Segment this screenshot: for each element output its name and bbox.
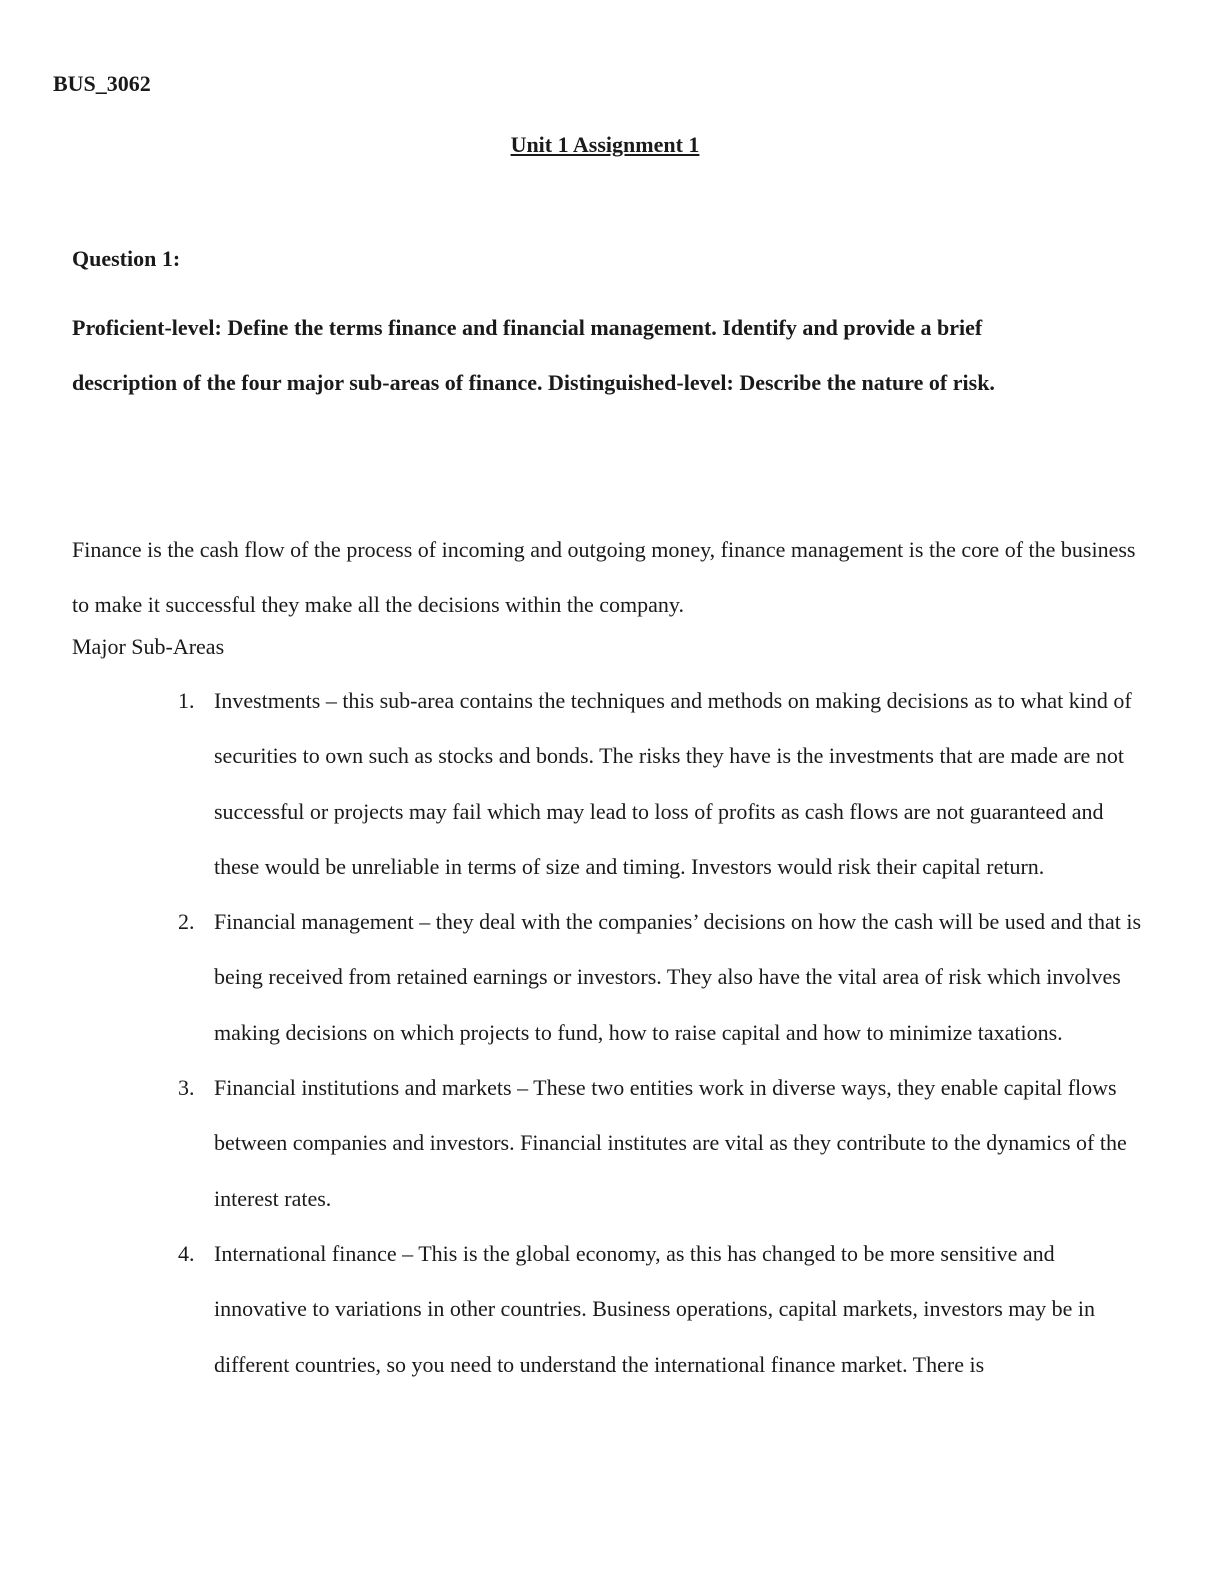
list-item [0, 1226, 1144, 1392]
subheading: Major Sub-Areas [72, 634, 225, 659]
list-item-number: 1. [178, 688, 195, 713]
page-title-text: Unit 1 Assignment 1 [510, 132, 700, 157]
list-item-number: 2. [178, 909, 195, 935]
list-item-text: Financial institutions and markets – These two entities work in diverse ways, they enable capital flows between companies and investors. Financial institutes are vital as they contribute to the dynamics of the interest rates. [214, 1075, 1127, 1211]
question-text: Proficient-level: Define the terms finance and financial management. Identify and provide a brief description of the four major sub-areas of finance. Distinguished-level: Describe the nature of risk. [72, 315, 995, 396]
list-item [0, 673, 1144, 894]
course-code: BUS_3062 [53, 71, 151, 96]
list-item-text: Investments – this sub-area contains the techniques and methods on making decisions as to what kind of securities to own such as stocks and bonds. The risks they have is the investments that are made are not successful or projects may fail which may lead to loss of profits as cash flows are not guaranteed and these would be unreliable in terms of size and timing. Investors would risk their capital return. [214, 688, 1132, 879]
intro-paragraph: Finance is the cash flow of the process of incoming and outgoing money, finance management is the core of the business to make it successful they make all the decisions within the company. [72, 537, 1136, 618]
list-item-number: 3. [178, 1075, 195, 1101]
list-item [0, 894, 1144, 1060]
list-item-number: 4. [178, 1240, 195, 1266]
list-item-text: Financial management – they deal with the companies’ decisions on how the cash will be used and that is being received from retained earnings or investors. They also have the vital area of risk which involves making decisions on which projects to fund, how to raise capital and how to minimize taxations. [214, 909, 1142, 1045]
page-title [0, 131, 1210, 159]
list-item-text: International finance – This is the global economy, as this has changed to be more sensitive and innovative to variations in other countries. Business operations, capital markets, investors may be in different countries, so you need to understand the international finance market. There is [214, 1240, 1096, 1377]
list-item [0, 1060, 1144, 1226]
sub-areas-list [0, 673, 1224, 1392]
question-label: Question 1: [72, 246, 181, 271]
